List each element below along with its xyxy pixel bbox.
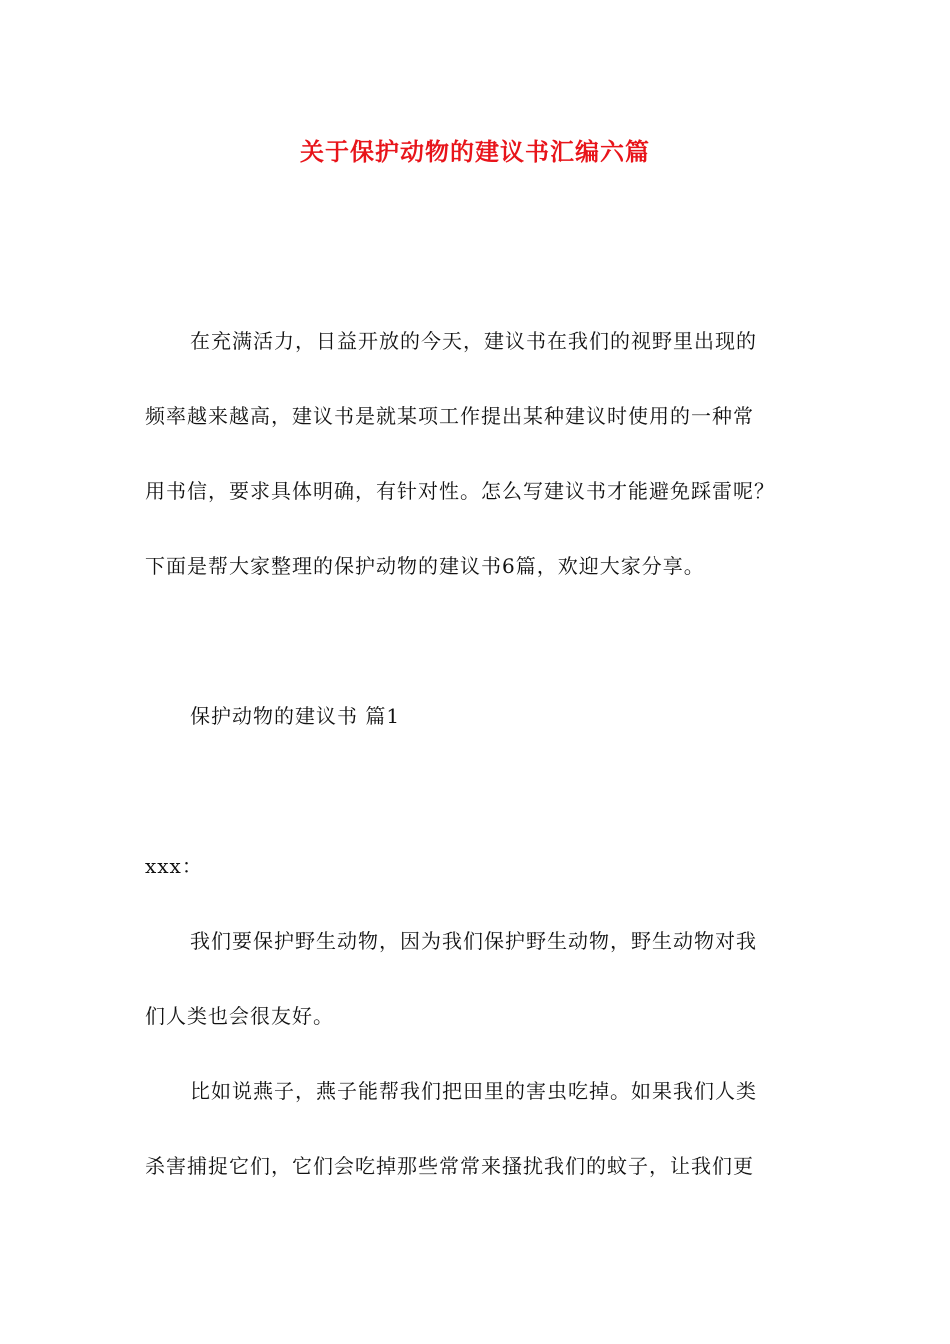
- section-heading: 保护动物的建议书 篇1: [190, 704, 401, 728]
- intro-line-3: 用书信，要求具体明确，有针对性。怎么写建议书才能避免踩雷呢？: [145, 479, 775, 503]
- paragraph-2-line-2: 杀害捕捉它们，它们会吃掉那些常常来搔扰我们的蚊子，让我们更: [145, 1154, 754, 1178]
- paragraph-2-line-1: 比如说燕子，燕子能帮我们把田里的害虫吃掉。如果我们人类: [190, 1079, 757, 1103]
- document-title: 关于保护动物的建议书汇编六篇: [300, 137, 650, 166]
- intro-line-1: 在充满活力，日益开放的今天，建议书在我们的视野里出现的: [190, 329, 757, 353]
- intro-line-2: 频率越来越高，建议书是就某项工作提出某种建议时使用的一种常: [145, 404, 754, 428]
- paragraph-1-line-2: 们人类也会很友好。: [145, 1004, 334, 1028]
- salutation: xxx：: [145, 854, 203, 878]
- intro-line-4: 下面是帮大家整理的保护动物的建议书6篇，欢迎大家分享。: [145, 554, 705, 578]
- paragraph-1-line-1: 我们要保护野生动物，因为我们保护野生动物，野生动物对我: [190, 929, 757, 953]
